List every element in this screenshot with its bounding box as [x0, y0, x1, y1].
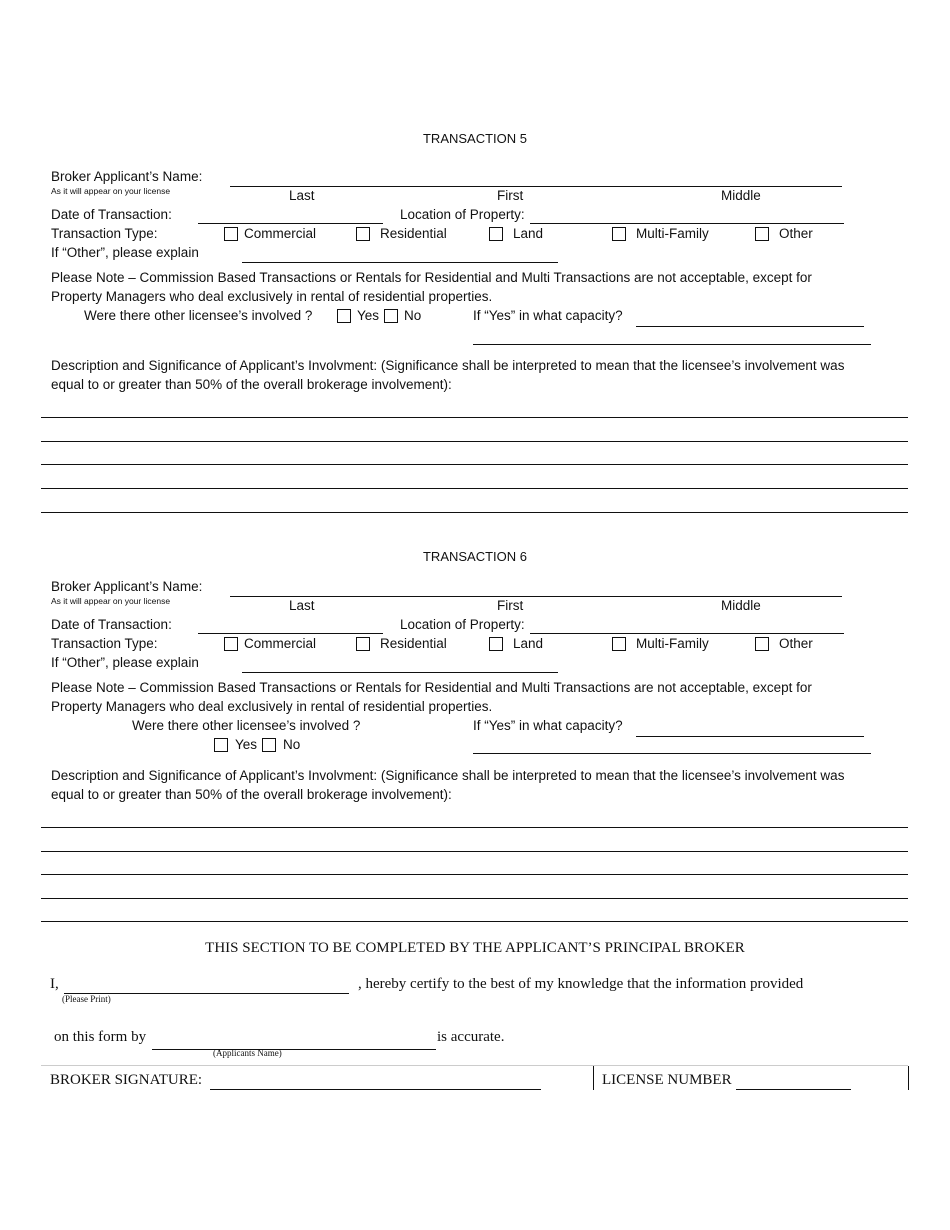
applicants-name-input[interactable]: [152, 1049, 436, 1050]
t5-location-input[interactable]: [530, 223, 844, 224]
t6-residential-checkbox[interactable]: [356, 637, 370, 651]
signature-row-divider: [41, 1065, 908, 1066]
t5-commercial-checkbox[interactable]: [224, 227, 238, 241]
t6-description-line-input[interactable]: [41, 874, 908, 875]
t6-date-label: Date of Transaction:: [51, 617, 172, 632]
t5-capacity-input-line2[interactable]: [473, 344, 871, 345]
t6-date-input[interactable]: [198, 633, 383, 634]
t6-other-explain-input[interactable]: [242, 672, 558, 673]
t5-other-explain-label: If “Other”, please explain: [51, 245, 199, 260]
t5-date-input[interactable]: [198, 223, 383, 224]
t5-broker-name-input[interactable]: [230, 186, 842, 187]
t5-other-checkbox[interactable]: [755, 227, 769, 241]
transaction-5-title: TRANSACTION 5: [422, 131, 527, 146]
t6-no-label: No: [283, 737, 301, 752]
t5-date-label: Date of Transaction:: [51, 207, 172, 222]
t6-commercial-checkbox[interactable]: [224, 637, 238, 651]
t6-description-line-input[interactable]: [41, 898, 908, 899]
t5-yes-label: Yes: [357, 308, 380, 323]
t6-broker-name-label: Broker Applicant’s Name:: [51, 579, 203, 594]
t5-residential-label: Residential: [380, 226, 447, 241]
signature-row-right-border: [908, 1066, 909, 1090]
t6-broker-name-note: As it will appear on your license: [51, 596, 171, 606]
t5-licensee-question: Were there other licensee’s involved ?: [84, 308, 313, 323]
t5-land-checkbox[interactable]: [489, 227, 503, 241]
broker-signature-label: BROKER SIGNATURE:: [50, 1072, 203, 1088]
t6-description-line-input[interactable]: [41, 921, 908, 922]
license-number-input[interactable]: [736, 1089, 851, 1090]
t5-residential-checkbox[interactable]: [356, 227, 370, 241]
t5-middle-label: Middle: [721, 188, 761, 203]
t5-capacity-label: If “Yes” in what capacity?: [473, 308, 623, 323]
t6-no-checkbox[interactable]: [262, 738, 276, 752]
t5-broker-name-label: Broker Applicant’s Name:: [51, 169, 203, 184]
t6-land-checkbox[interactable]: [489, 637, 503, 651]
t6-first-label: First: [497, 598, 524, 613]
t6-multi-family-label: Multi-Family: [636, 636, 709, 651]
certify-text: , hereby certify to the best of my knowledge that the information provided: [358, 976, 804, 992]
t6-licensee-question: Were there other licensee’s involved ?: [132, 718, 361, 733]
t6-residential-label: Residential: [380, 636, 447, 651]
license-number-label: LICENSE NUMBER: [602, 1072, 732, 1088]
t6-yes-label: Yes: [235, 737, 258, 752]
t6-yes-checkbox[interactable]: [214, 738, 228, 752]
is-accurate-text: is accurate.: [437, 1029, 505, 1045]
t6-land-label: Land: [513, 636, 544, 651]
t5-note-line1: Please Note – Commission Based Transactions or Rentals for Residential and Multi Transactions are not acceptable, except for: [51, 270, 812, 285]
t5-no-checkbox[interactable]: [384, 309, 398, 323]
t6-note-line1: Please Note – Commission Based Transactions or Rentals for Residential and Multi Transactions are not acceptable, except for: [51, 680, 812, 695]
principal-broker-heading: THIS SECTION TO BE COMPLETED BY THE APPLICANT’S PRINCIPAL BROKER: [205, 940, 745, 956]
t6-location-label: Location of Property:: [400, 617, 525, 632]
t5-type-label: Transaction Type:: [51, 226, 158, 241]
t6-capacity-label: If “Yes” in what capacity?: [473, 718, 623, 733]
t6-commercial-label: Commercial: [244, 636, 317, 651]
t6-description-line1: Description and Significance of Applicant’s Involvment: (Significance shall be interpreted to mean that the licensee’s involvement was: [51, 768, 845, 783]
t5-description-line-input[interactable]: [41, 464, 908, 465]
t5-yes-checkbox[interactable]: [337, 309, 351, 323]
t5-multi-family-checkbox[interactable]: [612, 227, 626, 241]
t5-description-line-input[interactable]: [41, 441, 908, 442]
transaction-6-title: TRANSACTION 6: [422, 549, 527, 564]
t5-capacity-input[interactable]: [636, 326, 864, 327]
t6-other-checkbox[interactable]: [755, 637, 769, 651]
t5-last-label: Last: [289, 188, 315, 203]
t5-description-line-input[interactable]: [41, 512, 908, 513]
t5-other-explain-input[interactable]: [242, 262, 558, 263]
on-form-by-label: on this form by: [54, 1029, 147, 1045]
t6-multi-family-checkbox[interactable]: [612, 637, 626, 651]
t5-location-label: Location of Property:: [400, 207, 525, 222]
t6-capacity-input[interactable]: [636, 736, 864, 737]
t5-description-line2: equal to or greater than 50% of the overall brokerage involvement):: [51, 377, 452, 392]
t6-description-line-input[interactable]: [41, 827, 908, 828]
t6-last-label: Last: [289, 598, 315, 613]
t6-description-line2: equal to or greater than 50% of the overall brokerage involvement):: [51, 787, 452, 802]
t6-note-line2: Property Managers who deal exclusively in rental of residential properties.: [51, 699, 493, 714]
please-print-note: (Please Print): [62, 994, 111, 1004]
t6-location-input[interactable]: [530, 633, 844, 634]
i-label: I,: [50, 976, 59, 992]
applicants-name-note: (Applicants Name): [213, 1048, 282, 1058]
t5-note-line2: Property Managers who deal exclusively in rental of residential properties.: [51, 289, 493, 304]
broker-signature-input[interactable]: [210, 1089, 541, 1090]
t5-description-line1: Description and Significance of Applicant’s Involvment: (Significance shall be interpreted to mean that the licensee’s involvement was: [51, 358, 845, 373]
t5-commercial-label: Commercial: [244, 226, 317, 241]
t5-land-label: Land: [513, 226, 544, 241]
t6-type-label: Transaction Type:: [51, 636, 158, 651]
t6-broker-name-input[interactable]: [230, 596, 842, 597]
t5-broker-name-note: As it will appear on your license: [51, 186, 171, 196]
t6-middle-label: Middle: [721, 598, 761, 613]
t5-other-label: Other: [779, 226, 813, 241]
t6-other-label: Other: [779, 636, 813, 651]
t5-multi-family-label: Multi-Family: [636, 226, 709, 241]
t6-capacity-input-line2[interactable]: [473, 753, 871, 754]
t6-description-line-input[interactable]: [41, 851, 908, 852]
t5-no-label: No: [404, 308, 422, 323]
signature-row-separator: [593, 1066, 594, 1090]
t5-description-line-input[interactable]: [41, 488, 908, 489]
t5-description-line-input[interactable]: [41, 417, 908, 418]
t5-first-label: First: [497, 188, 524, 203]
t6-other-explain-label: If “Other”, please explain: [51, 655, 199, 670]
